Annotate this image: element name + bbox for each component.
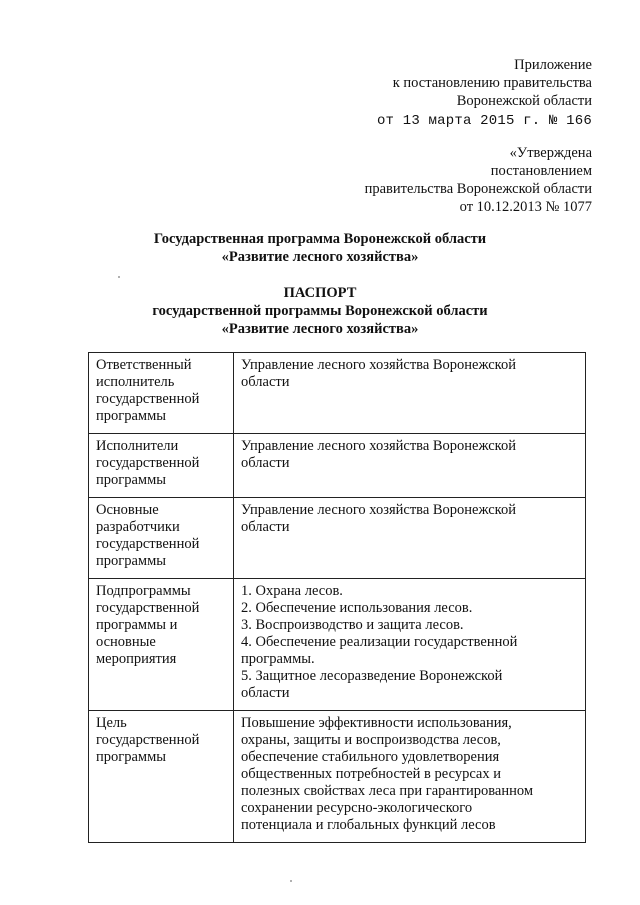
row-value-line: Управление лесного хозяйства Воронежской xyxy=(241,357,517,373)
row-label-line: программы и xyxy=(96,617,178,633)
row-label-line: Цель xyxy=(96,715,127,731)
row-label-line: государственной xyxy=(96,536,200,552)
row-value-line: сохранении ресурсно-экологического xyxy=(241,800,473,816)
approval-line-2: постановлением xyxy=(490,163,592,179)
row-value-line: охраны, защиты и воспроизводства лесов, xyxy=(241,732,501,748)
table-row xyxy=(89,579,586,711)
row-value-line: потенциала и глобальных функций лесов xyxy=(241,817,496,833)
row-value-cell xyxy=(234,711,586,843)
row-label-cell xyxy=(89,434,234,498)
row-value-line: общественных потребностей в ресурсах и xyxy=(241,766,502,782)
row-value-line: 5. Защитное лесоразведение Воронежской xyxy=(241,668,503,684)
row-value-line: программы. xyxy=(241,651,315,667)
row-label-cell xyxy=(89,353,234,434)
row-label-line: основные xyxy=(96,634,156,650)
passport-title xyxy=(0,284,640,338)
row-label-line: программы xyxy=(96,472,166,488)
row-value-line: 3. Воспроизводство и защита лесов. xyxy=(241,617,464,633)
row-label-line: мероприятия xyxy=(96,651,177,667)
row-value-cell xyxy=(234,353,586,434)
row-label-line: программы xyxy=(96,408,166,424)
row-value-line: Управление лесного хозяйства Воронежской xyxy=(241,438,517,454)
row-value-line: области xyxy=(241,455,290,471)
program-title-line-2: «Развитие лесного хозяйства» xyxy=(221,249,419,265)
row-value-line: 2. Обеспечение использования лесов. xyxy=(241,600,473,616)
passport-title-line-2: государственной программы Воронежской области xyxy=(152,303,488,319)
row-value-line: Управление лесного хозяйства Воронежской xyxy=(241,502,517,518)
approval-line-3: правительства Воронежской области xyxy=(364,181,592,197)
appendix-line-1: Приложение xyxy=(514,57,592,73)
table-row xyxy=(89,711,586,843)
approval-block xyxy=(365,144,592,216)
row-label-cell xyxy=(89,711,234,843)
appendix-block xyxy=(377,56,592,130)
row-label-line: исполнитель xyxy=(96,374,175,390)
row-value-line: 4. Обеспечение реализации государственной xyxy=(241,634,518,650)
row-value-line: Повышение эффективности использования, xyxy=(241,715,512,731)
row-value-line: полезных свойствах леса при гарантированном xyxy=(241,783,533,799)
approval-line-4: от 10.12.2013 № 1077 xyxy=(459,199,592,215)
row-label-line: Ответственный xyxy=(96,357,192,373)
row-value-line: обеспечение стабильного удовлетворения xyxy=(241,749,500,765)
table-row xyxy=(89,353,586,434)
row-label-line: программы xyxy=(96,749,166,765)
approval-line-1: «Утверждена xyxy=(509,145,592,161)
passport-table xyxy=(88,352,586,843)
row-value-line: области xyxy=(241,519,290,535)
table-row xyxy=(89,434,586,498)
row-value-cell xyxy=(234,498,586,579)
row-label-cell xyxy=(89,498,234,579)
row-label-line: государственной xyxy=(96,732,200,748)
passport-title-line-1: ПАСПОРТ xyxy=(283,285,357,301)
row-value-cell xyxy=(234,579,586,711)
passport-table-body xyxy=(89,353,586,843)
row-label-line: Подпрограммы xyxy=(96,583,191,599)
scan-speck xyxy=(290,880,292,882)
appendix-line-3: Воронежской области xyxy=(456,93,592,109)
row-label-line: программы xyxy=(96,553,166,569)
row-label-line: Основные xyxy=(96,502,159,518)
row-label-line: разработчики xyxy=(96,519,180,535)
row-label-cell xyxy=(89,579,234,711)
table-row xyxy=(89,498,586,579)
row-value-line: 1. Охрана лесов. xyxy=(241,583,343,599)
row-value-cell xyxy=(234,434,586,498)
row-label-line: государственной xyxy=(96,455,200,471)
passport-title-line-3: «Развитие лесного хозяйства» xyxy=(221,321,419,337)
row-value-line: области xyxy=(241,685,290,701)
program-title xyxy=(0,230,640,266)
row-value-line: области xyxy=(241,374,290,390)
appendix-line-2: к постановлению правительства xyxy=(392,75,592,91)
row-label-line: Исполнители xyxy=(96,438,179,454)
appendix-date-stamp: от 13 марта 2015 г. № 166 xyxy=(376,113,592,129)
scan-speck xyxy=(118,276,120,278)
row-label-line: государственной xyxy=(96,600,200,616)
row-label-line: государственной xyxy=(96,391,200,407)
program-title-line-1: Государственная программа Воронежской области xyxy=(153,231,487,247)
